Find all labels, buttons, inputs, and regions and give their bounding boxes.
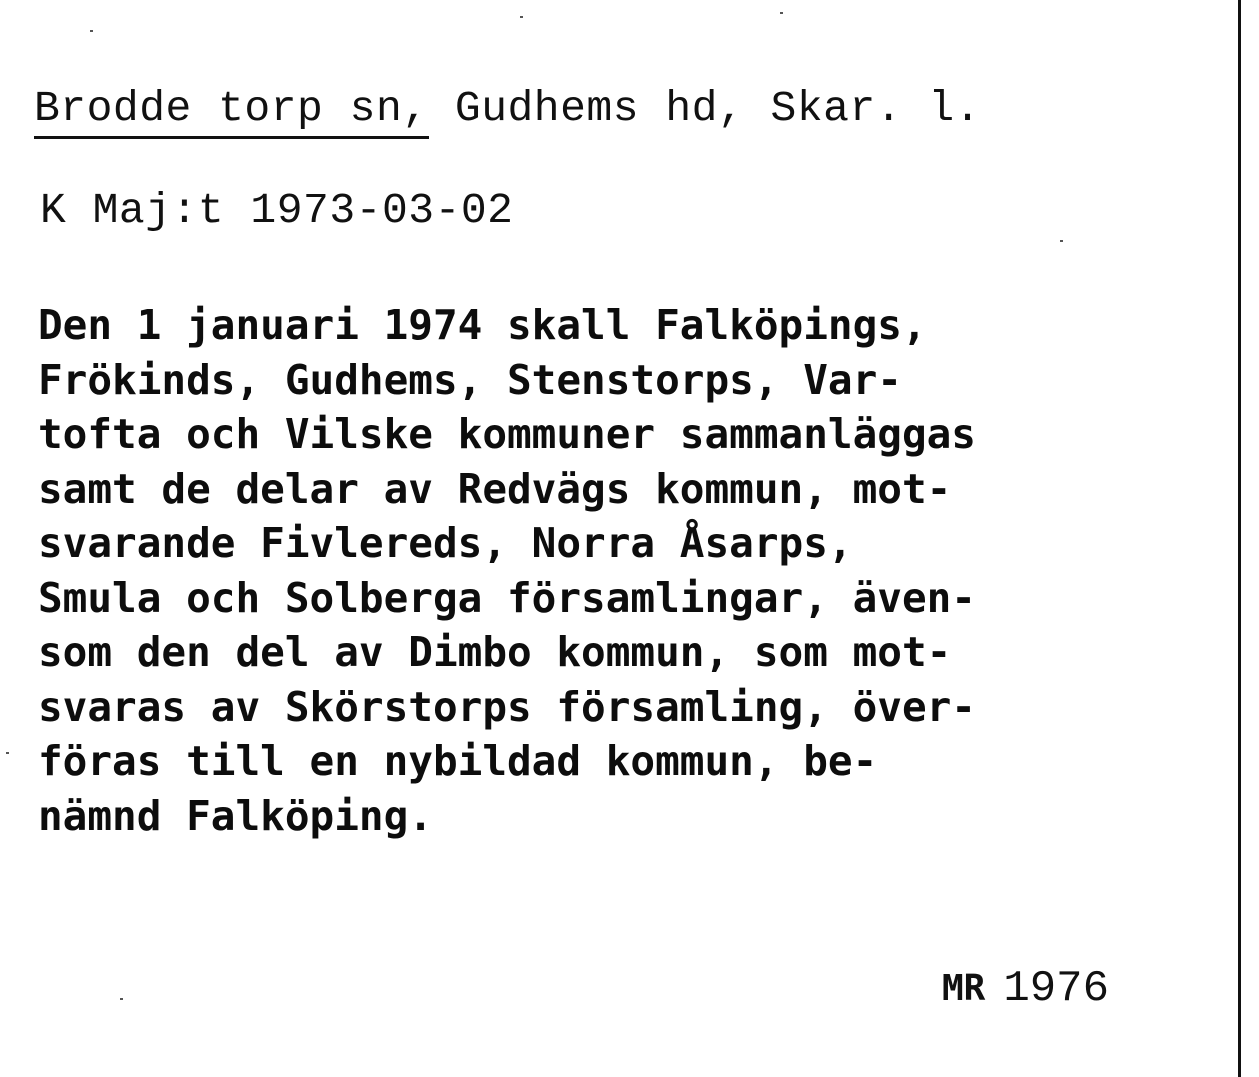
body-line: samt de delar av Redvägs kommun, mot- xyxy=(38,464,952,513)
body-line: Smula och Solberga församlingar, även- xyxy=(38,573,976,622)
decision-reference: K Maj:t 1973-03-02 xyxy=(40,186,514,235)
body-line: föras till en nybildad kommun, be- xyxy=(38,737,878,785)
signature-initials: MR xyxy=(942,968,986,1009)
body-line: svarande Fivlereds, Norra Åsarps, xyxy=(38,519,853,567)
signature xyxy=(942,962,1109,1016)
body-line: svaras av Skörstorps församling, över- xyxy=(38,682,976,731)
card-edge xyxy=(1238,0,1241,1077)
paper-speck xyxy=(6,752,9,754)
body-line: som den del av Dimbo kommun, som mot- xyxy=(38,628,952,676)
card-body xyxy=(38,298,1218,843)
card-heading xyxy=(34,82,981,139)
paper-speck xyxy=(780,12,783,14)
paper-speck xyxy=(1060,240,1063,242)
body-line: Den 1 januari 1974 skall Falköpings, xyxy=(38,301,927,349)
heading-rest: Gudhems hd, Skar. l. xyxy=(454,84,981,133)
body-line: tofta och Vilske kommuner sammanläggas xyxy=(38,410,976,458)
paper-speck xyxy=(90,30,93,32)
body-line: Frökinds, Gudhems, Stenstorps, Var- xyxy=(38,355,902,404)
parish-name: Brodde torp sn, xyxy=(34,82,429,139)
body-line: nämnd Falköping. xyxy=(38,791,433,840)
signature-year: 1976 xyxy=(1003,964,1109,1014)
paper-speck xyxy=(120,998,123,1000)
paper-speck xyxy=(520,16,523,18)
